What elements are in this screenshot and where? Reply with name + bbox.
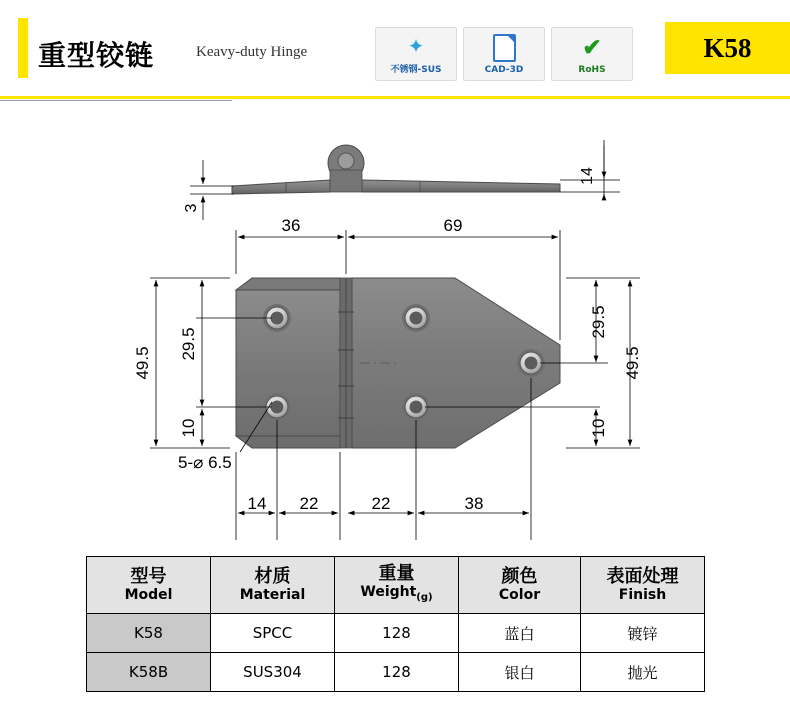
cell-model: K58B [87,653,211,692]
badge-label-sus: 不锈钢-SUS [390,65,442,75]
column-header-finish [581,557,705,614]
cell-model: K58 [87,614,211,653]
dim-left-49-5: 49.5 [133,346,152,380]
column-header-material [211,557,335,614]
front-view-geometry [236,278,560,448]
dim-69: 69 [443,216,463,235]
column-header-weight-en-text: Weight [360,584,417,601]
cell-material: SPCC [211,614,335,653]
table-row [87,653,705,692]
cell-weight: 128 [335,614,459,653]
badge-rohs [551,27,633,81]
dim-right-10: 10 [589,418,608,438]
cell-finish: 镀锌 [581,614,705,653]
specification-table [86,556,705,692]
badge-label-cad: CAD-3D [484,65,524,75]
hole-note: 5-⌀ 6.5 [178,453,232,472]
badge-stainless-steel [375,27,457,81]
column-header-material-cn: 材质 [254,565,291,587]
column-header-model-en: Model [124,586,173,603]
cad-document-icon [464,34,544,60]
spark-icon: ✦ [407,36,425,58]
column-header-color-cn: 颜色 [501,565,538,587]
column-header-weight-en [335,584,458,606]
check-mark-icon: ✔ [582,34,602,60]
dim-left-29-5: 29.5 [179,327,198,361]
cell-weight: 128 [335,653,459,692]
column-header-material-en: Material [239,586,306,603]
column-header-finish-cn: 表面处理 [606,565,679,587]
dim-left-10: 10 [179,418,198,438]
dim-14: 14 [247,494,267,513]
cell-color: 银白 [459,653,581,692]
cell-color: 蓝白 [459,614,581,653]
table-header-row [87,557,705,614]
table-row [87,614,705,653]
technical-drawing [0,100,790,540]
dim-right-29-5: 29.5 [589,305,608,339]
page-header [0,0,790,96]
cell-finish: 抛光 [581,653,705,692]
dim-knuckle-height: 14 [579,167,596,185]
page-title-en: Keavy-duty Hinge [196,44,308,60]
badge-group [375,27,633,81]
dim-22-a: 22 [299,494,319,513]
header-divider [0,96,790,99]
column-header-model-cn: 型号 [130,565,167,587]
dim-38: 38 [464,494,484,513]
badge-label-rohs: RoHS [578,65,606,75]
dim-36: 36 [281,216,301,235]
dim-thickness: 3 [183,203,200,213]
header-accent-bar [18,18,28,78]
column-header-color-en: Color [498,586,541,603]
side-view-geometry [232,145,560,194]
cell-material: SUS304 [211,653,335,692]
column-header-finish-en: Finish [618,586,667,603]
badge-cad-3d [463,27,545,81]
model-tag [665,22,790,74]
column-header-color [459,557,581,614]
side-view-dimensions [0,100,620,220]
dim-right-49-5: 49.5 [623,346,642,380]
column-header-model [87,557,211,614]
column-header-weight-cn: 重量 [378,563,415,585]
column-header-weight-unit: (g) [416,591,433,603]
dim-22-b: 22 [371,494,391,513]
column-header-weight [335,557,459,614]
page-title-cn: 重型铰链 [38,39,155,72]
model-tag-label: K58 [703,32,752,63]
